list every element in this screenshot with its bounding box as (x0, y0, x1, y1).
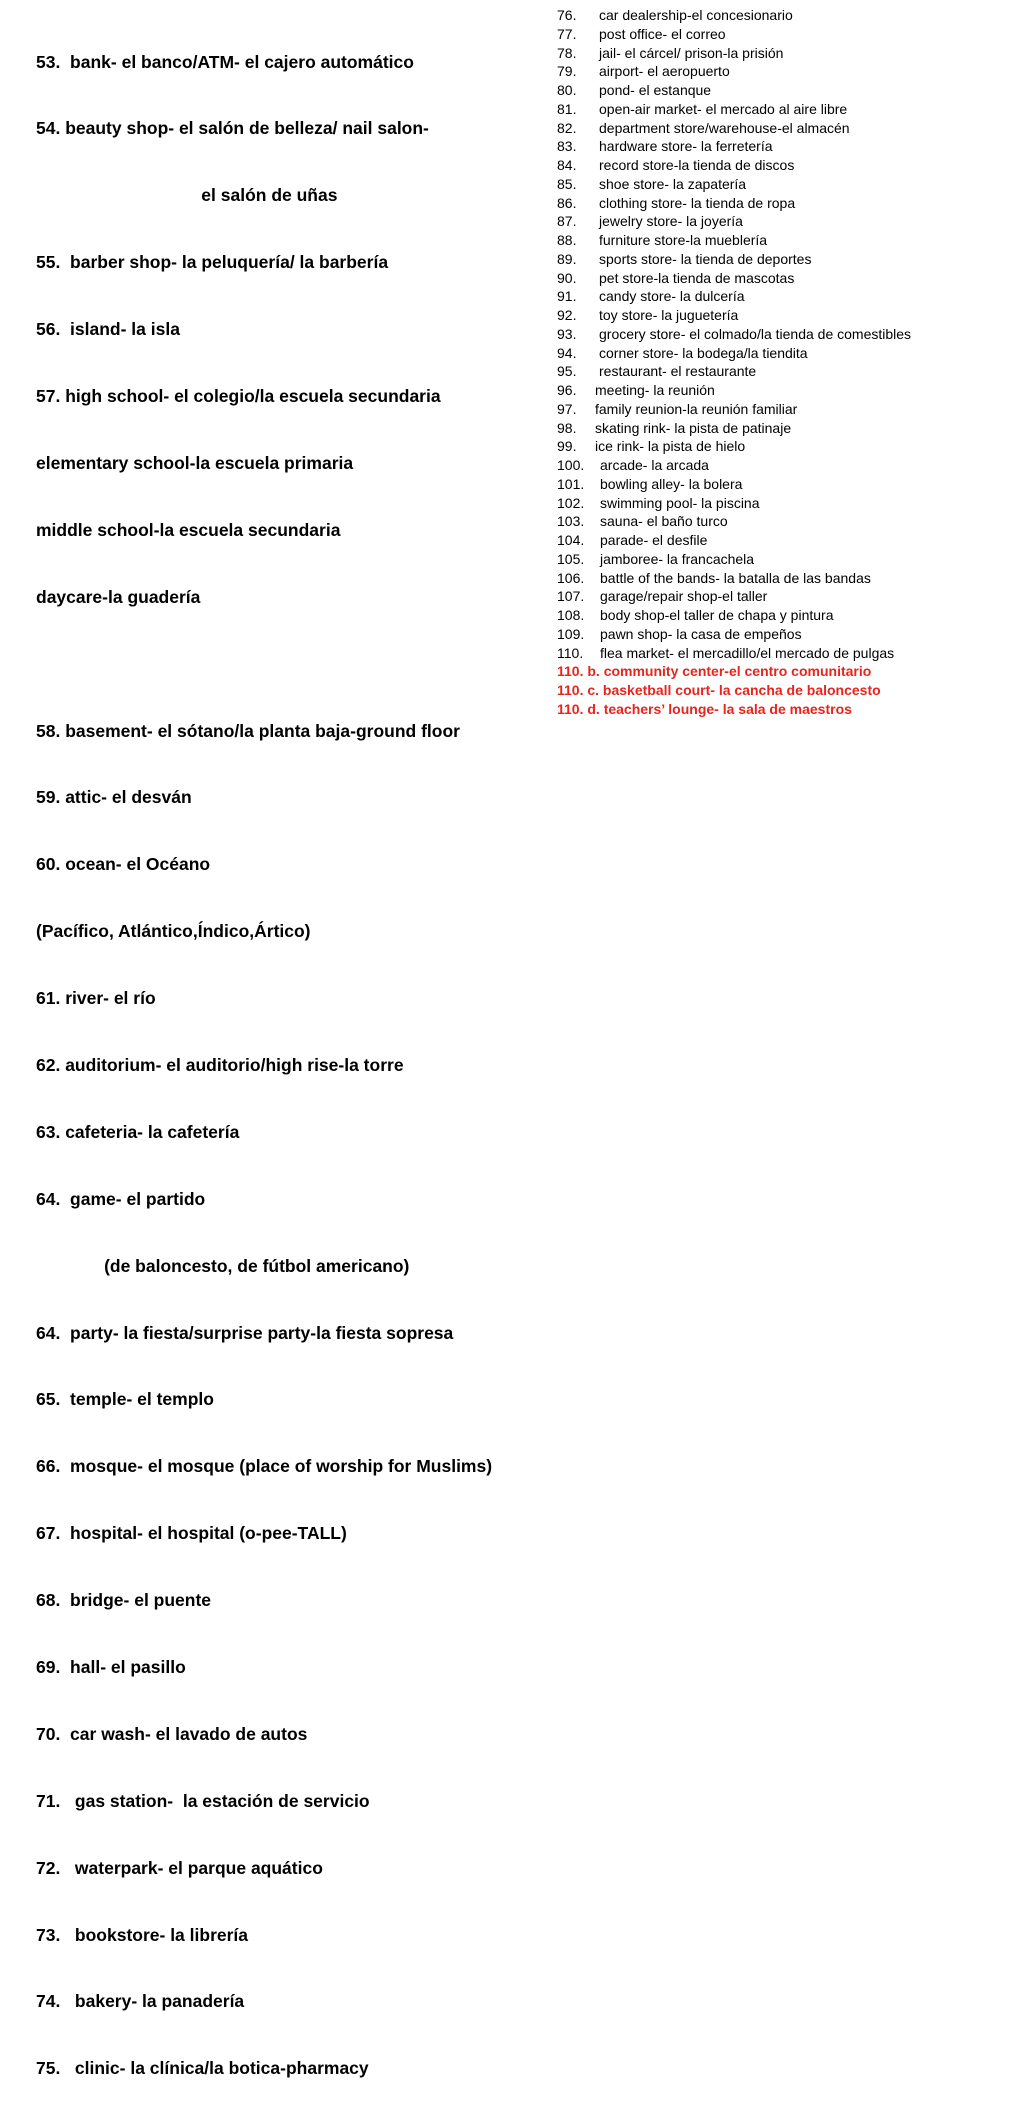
entry-number: 109. (557, 625, 585, 642)
vocab-entry-65: 65. temple- el templo (36, 1389, 214, 1410)
vocab-entry-62: 62. auditorium- el auditorio/high rise-la torre (36, 1054, 404, 1075)
vocab-entry-55: 55. barber shop- la peluquería/ la barbería (36, 252, 389, 273)
vocab-entry-81 (557, 100, 1017, 119)
entry-number: 107. (557, 588, 585, 605)
entry-text: ice rink- la pista de hielo (595, 438, 746, 455)
vocab-entry-60: 60. ocean- el Océano (36, 854, 211, 875)
entry-number: 100. (557, 457, 585, 473)
vocab-entry-54: 54. beauty shop- el salón de belleza/ nail salon- (36, 118, 429, 139)
vocab-entry-57-elementary: elementary school-la escuela primaria (36, 452, 354, 473)
vocab-entry-57-daycare: daycare-la guadería (36, 586, 201, 607)
entry-number: 79. (557, 63, 577, 80)
vocab-entry-86 (557, 194, 1017, 213)
vocab-entry-56: 56. island- la isla (36, 319, 180, 340)
entry-text: swimming pool- la piscina (600, 494, 760, 511)
vocab-entry-77 (557, 25, 1017, 44)
entry-text: department store/warehouse-el almacén (599, 119, 850, 136)
left-vocabulary-column (36, 6, 546, 2124)
entry-text: jamboree- la francachela (600, 550, 755, 567)
entry-number: 95. (557, 363, 577, 380)
vocab-entry-108 (557, 606, 1017, 625)
entry-text: pet store-la tienda de mascotas (599, 269, 795, 286)
vocab-entry-74: 74. bakery- la panadería (36, 1991, 245, 2012)
vocab-entry-94 (557, 344, 1017, 363)
vocab-entry-91 (557, 287, 1017, 306)
vocab-entry-82 (557, 119, 1017, 138)
vocab-entry-102 (557, 494, 1017, 513)
vocab-entry-54-cont: el salón de uñas (36, 185, 338, 206)
vocab-entry-110b: 110. b. community center-el centro comunitario (557, 663, 872, 680)
entry-text: jewelry store- la joyería (599, 213, 743, 230)
vocab-entry-106 (557, 569, 1017, 588)
vocab-entry-71: 71. gas station- la estación de servicio (36, 1790, 370, 1811)
vocab-entry-105 (557, 550, 1017, 569)
vocab-entry-85 (557, 175, 1017, 194)
vocab-entry-107 (557, 587, 1017, 606)
vocab-entry-69: 69. hall- el pasillo (36, 1656, 186, 1677)
vocab-entry-64-game-cont: (de baloncesto, de fútbol americano) (36, 1255, 410, 1276)
entry-text: hardware store- la ferretería (599, 138, 773, 155)
vocab-entry-73: 73. bookstore- la librería (36, 1924, 249, 1945)
vocab-entry-57: 57. high school- el colegio/la escuela secundaria (36, 386, 441, 407)
entry-number: 97. (557, 400, 577, 417)
entry-text: record store-la tienda de discos (599, 157, 795, 173)
vocab-entry-109 (557, 625, 1017, 644)
entry-text: family reunion-la reunión familiar (595, 400, 798, 417)
vocab-entry-103 (557, 512, 1017, 531)
entry-number: 92. (557, 307, 577, 323)
vocab-entry-79 (557, 62, 1017, 81)
entry-number: 102. (557, 494, 585, 511)
entry-text: shoe store- la zapatería (599, 175, 747, 192)
vocab-entry-64-game: 64. game- el partido (36, 1188, 206, 1209)
entry-text: jail- el cárcel/ prison-la prisión (599, 44, 784, 61)
entry-text: skating rink- la pista de patinaje (595, 419, 792, 436)
entry-number: 83. (557, 138, 577, 155)
vocab-entry-58: 58. basement- el sótano/la planta baja-ground floor (36, 720, 460, 741)
vocab-entry-100 (557, 456, 1017, 475)
vocab-entry-67: 67. hospital- el hospital (o-pee-TALL) (36, 1523, 347, 1544)
entry-number: 108. (557, 607, 585, 623)
entry-text: clothing store- la tienda de ropa (599, 194, 796, 211)
entry-text: arcade- la arcada (600, 457, 709, 473)
vocab-entry-72: 72. waterpark- el parque aquático (36, 1857, 323, 1878)
entry-text: candy store- la dulcería (599, 288, 745, 305)
entry-text: sports store- la tienda de deportes (599, 250, 812, 267)
entry-text: pawn shop- la casa de empeños (600, 625, 802, 642)
vocab-entry-98 (557, 419, 1017, 438)
entry-number: 88. (557, 232, 577, 248)
entry-text: restaurant- el restaurante (599, 363, 757, 380)
entry-text: furniture store-la mueblería (599, 232, 768, 248)
right-vocabulary-column (557, 6, 1017, 719)
entry-number: 81. (557, 100, 577, 117)
entry-text: flea market- el mercadillo/el mercado de pulgas (600, 644, 895, 661)
vocab-entry-63: 63. cafeteria- la cafetería (36, 1121, 240, 1142)
entry-number: 110. (557, 644, 584, 661)
vocab-entry-83 (557, 137, 1017, 156)
vocab-entry-78 (557, 44, 1017, 63)
entry-text: grocery store- el colmado/la tienda de comestibles (599, 325, 912, 342)
entry-number: 82. (557, 119, 577, 136)
entry-number: 105. (557, 550, 585, 567)
vocab-entry-93 (557, 325, 1017, 344)
vocab-entry-70: 70. car wash- el lavado de autos (36, 1723, 308, 1744)
vocab-entry-53: 53. bank- el banco/ATM- el cajero automático (36, 51, 414, 72)
vocab-entry-96 (557, 381, 1017, 400)
entry-number: 80. (557, 82, 577, 98)
vocab-entry-64-party: 64. party- la fiesta/surprise party-la fiesta sopresa (36, 1322, 454, 1343)
entry-text: sauna- el baño turco (600, 513, 728, 530)
vocab-entry-110 (557, 644, 1017, 663)
entry-text: airport- el aeropuerto (599, 63, 730, 80)
entry-number: 91. (557, 288, 577, 305)
entry-number: 76. (557, 7, 577, 23)
entry-number: 104. (557, 532, 585, 548)
vocab-entry-87 (557, 212, 1017, 231)
entry-text: battle of the bands- la batalla de las bandas (600, 569, 871, 586)
entry-text: open-air market- el mercado al aire libre (599, 100, 848, 117)
vocab-entry-88 (557, 231, 1017, 250)
vocab-entry-110d: 110. d. teachers’ lounge- la sala de maestros (557, 700, 852, 717)
vocab-entry-90 (557, 269, 1017, 288)
vocab-entry-84 (557, 156, 1017, 175)
entry-text: post office- el correo (599, 25, 726, 42)
entry-number: 90. (557, 269, 577, 286)
entry-number: 86. (557, 194, 577, 211)
vocab-entry-68: 68. bridge- el puente (36, 1590, 212, 1611)
vocab-entry-110c: 110. c. basketball court- la cancha de baloncesto (557, 682, 881, 698)
entry-number: 77. (557, 25, 577, 42)
entry-number: 96. (557, 382, 577, 398)
vocab-entry-61: 61. river- el río (36, 988, 156, 1009)
entry-text: toy store- la juguetería (599, 307, 739, 323)
entry-number: 89. (557, 250, 577, 267)
vocab-entry-75: 75. clinic- la clínica/la botica-pharmacy (36, 2058, 369, 2079)
entry-number: 98. (557, 419, 577, 436)
entry-text: garage/repair shop-el taller (600, 588, 768, 605)
entry-text: bowling alley- la bolera (600, 475, 743, 492)
vocab-entry-89 (557, 250, 1017, 269)
vocab-entry-92 (557, 306, 1017, 325)
entry-text: car dealership-el concesionario (599, 7, 793, 23)
vocab-entry-60-oceans: (Pacífico, Atlántico,Índico,Ártico) (36, 921, 311, 942)
vocab-entry-66: 66. mosque- el mosque (place of worship for Muslims) (36, 1456, 493, 1477)
entry-number: 99. (557, 438, 577, 455)
vocab-entry-59: 59. attic- el desván (36, 787, 192, 808)
entry-number: 87. (557, 213, 577, 230)
entry-number: 93. (557, 325, 577, 342)
entry-number: 85. (557, 175, 577, 192)
entry-text: corner store- la bodega/la tiendita (599, 344, 808, 361)
vocab-entry-57-middle: middle school-la escuela secundaria (36, 519, 341, 540)
entry-text: pond- el estanque (599, 82, 712, 98)
vocab-entry-95 (557, 362, 1017, 381)
entry-text: meeting- la reunión (595, 382, 715, 398)
entry-text: parade- el desfile (600, 532, 708, 548)
vocab-entry-101 (557, 475, 1017, 494)
vocab-entry-76 (557, 6, 1017, 25)
entry-number: 84. (557, 157, 577, 173)
entry-number: 94. (557, 344, 577, 361)
vocab-entry-104 (557, 531, 1017, 550)
vocab-entry-80 (557, 81, 1017, 100)
entry-number: 101. (557, 475, 585, 492)
blank-line (36, 653, 546, 675)
entry-number: 103. (557, 513, 585, 530)
entry-number: 106. (557, 569, 585, 586)
vocab-entry-97 (557, 400, 1017, 419)
entry-text: body shop-el taller de chapa y pintura (600, 607, 834, 623)
vocab-entry-99 (557, 437, 1017, 456)
entry-number: 78. (557, 44, 577, 61)
